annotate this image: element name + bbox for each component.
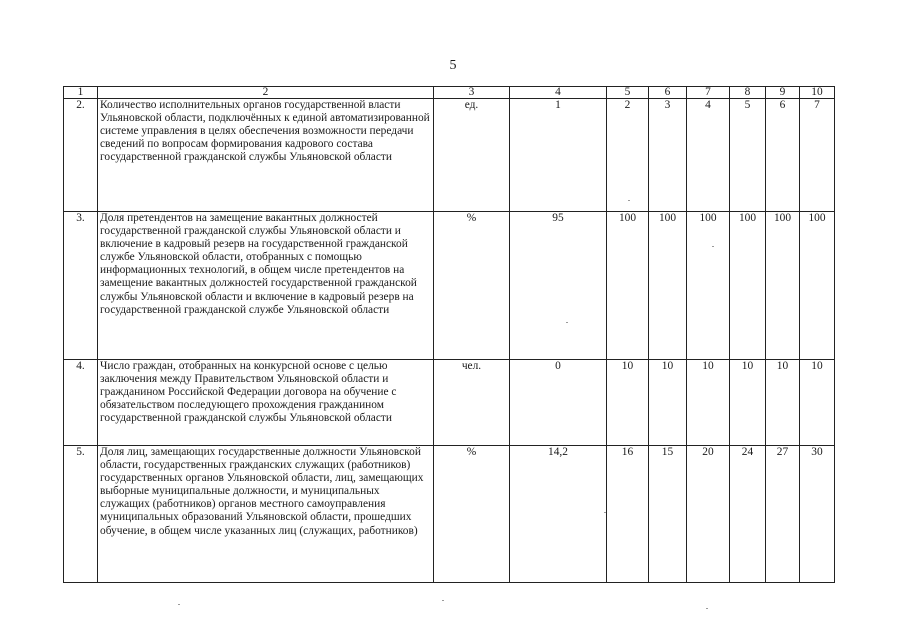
column-header: 3: [434, 87, 510, 99]
value-cell: 24: [730, 446, 766, 583]
value-cell: 20: [687, 446, 730, 583]
value-cell: 14,2: [510, 446, 607, 583]
page-number: 5: [449, 58, 457, 73]
scan-speck: [628, 200, 630, 201]
value-cell: 4: [687, 99, 730, 212]
value-cell: 2: [607, 99, 649, 212]
table-row: [64, 212, 835, 360]
column-header: 7: [687, 87, 730, 99]
value-cell: 15: [649, 446, 687, 583]
scan-speck: [604, 512, 606, 513]
value-cell: 0: [510, 360, 607, 446]
value-cell: 5: [730, 99, 766, 212]
unit-cell: %: [434, 212, 510, 360]
row-number: 5.: [64, 446, 98, 583]
indicator-description: Доля лиц, замещающих государственные должности Ульяновской области, государственных гражданских служащих (работников) государственных органов Ульяновской области, лиц, замещающих выборные муниципальные должности, и муниципальных служащих (работников) органов местного самоуправления муниципальных образований Ульяновской области, прошедших обучение, в общем числе указанных лиц (служащих, работников): [98, 446, 434, 583]
column-header: 10: [800, 87, 835, 99]
column-header: 2: [98, 87, 434, 99]
unit-cell: %: [434, 446, 510, 583]
value-cell: 27: [766, 446, 800, 583]
scan-speck: [706, 608, 708, 609]
value-cell: 10: [607, 360, 649, 446]
row-number: 2.: [64, 99, 98, 212]
indicator-description: Число граждан, отобранных на конкурсной основе с целью заключения между Правительством Ульяновской области и гражданином Российской Федерации договора на обучение с обязательством последующего прохождения гражданином государственной гражданской службы Ульяновской области: [98, 360, 434, 446]
column-header: 9: [766, 87, 800, 99]
table-row: [64, 99, 835, 212]
row-number: 3.: [64, 212, 98, 360]
value-cell: 7: [800, 99, 835, 212]
value-cell: 6: [766, 99, 800, 212]
value-cell: 95: [510, 212, 607, 360]
indicator-description: Количество исполнительных органов государственной власти Ульяновской области, подключённых к единой автоматизированной системе управления в целях обеспечения возможности передачи сведений по вопросам формирования кадрового состава государственной гражданской службы Ульяновской области: [98, 99, 434, 212]
value-cell: 100: [766, 212, 800, 360]
indicators-table: [63, 86, 835, 583]
scan-speck: [712, 246, 714, 247]
column-header: 4: [510, 87, 607, 99]
row-number: 4.: [64, 360, 98, 446]
value-cell: 100: [730, 212, 766, 360]
column-header: 1: [64, 87, 98, 99]
scan-speck: [178, 604, 180, 605]
value-cell: 10: [687, 360, 730, 446]
unit-cell: чел.: [434, 360, 510, 446]
table-row: [64, 360, 835, 446]
table-header-row: [64, 87, 835, 99]
scan-speck: [442, 600, 444, 601]
value-cell: 100: [800, 212, 835, 360]
unit-cell: ед.: [434, 99, 510, 212]
table-row: [64, 446, 835, 583]
value-cell: 10: [766, 360, 800, 446]
value-cell: 10: [649, 360, 687, 446]
value-cell: 10: [800, 360, 835, 446]
value-cell: 3: [649, 99, 687, 212]
value-cell: 100: [687, 212, 730, 360]
value-cell: 16: [607, 446, 649, 583]
value-cell: 10: [730, 360, 766, 446]
column-header: 8: [730, 87, 766, 99]
scan-speck: [566, 322, 568, 323]
value-cell: 100: [649, 212, 687, 360]
value-cell: 100: [607, 212, 649, 360]
value-cell: 1: [510, 99, 607, 212]
value-cell: 30: [800, 446, 835, 583]
column-header: 6: [649, 87, 687, 99]
indicator-description: Доля претендентов на замещение вакантных должностей государственной гражданской службы Ульяновской области и включение в кадровый резерв на государственной гражданской службе Ульяновской области, отобранных с помощью информационных технологий, в общем числе претендентов на замещение вакантных должностей государственной гражданской службы Ульяновской области и включение в кадровый резерв на государственной гражданской службе Ульяновской области: [98, 212, 434, 360]
column-header: 5: [607, 87, 649, 99]
